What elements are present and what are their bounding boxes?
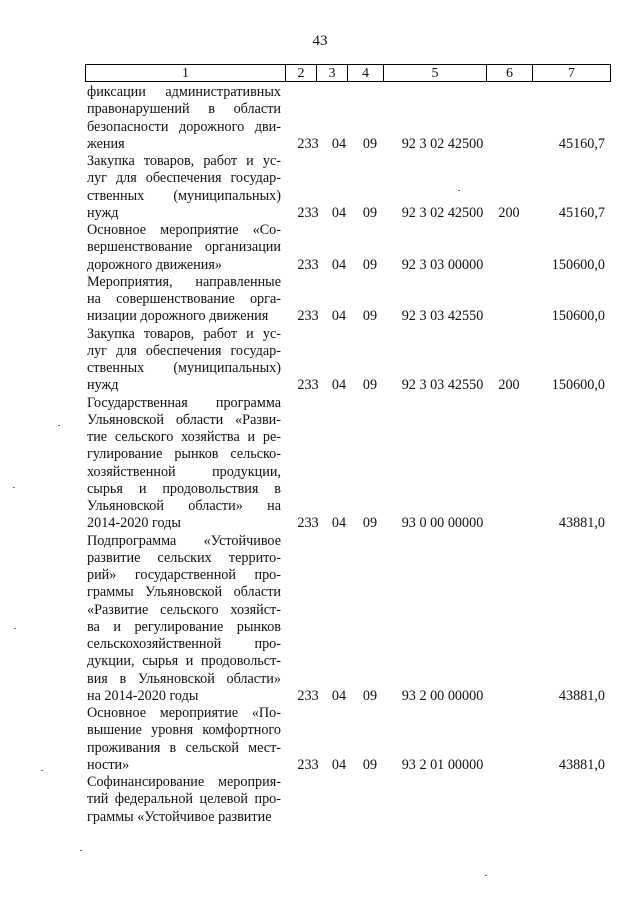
cell-col4: 09	[362, 515, 378, 532]
row-text-line: граммы «Устойчивое развитие	[87, 808, 272, 825]
cell-col2: 233	[297, 204, 319, 221]
cell-col3: 04	[331, 515, 347, 532]
scan-speck	[41, 770, 43, 771]
scan-speck	[485, 875, 487, 876]
cell-col3: 04	[331, 308, 347, 325]
cell-col3: 04	[331, 256, 347, 273]
cell-col7: 45160,7	[558, 135, 605, 152]
scan-speck	[80, 850, 82, 851]
page-number: 43	[312, 33, 328, 49]
row-text-line: ственных (муниципальных)	[87, 360, 281, 376]
row-text-line: Основное мероприятие «По-	[87, 705, 281, 721]
row-text-line: ности»	[87, 756, 130, 773]
cell-col2: 233	[297, 135, 319, 152]
cell-col3: 04	[331, 756, 347, 773]
row-text-line: на 2014-2020 годы	[87, 687, 199, 704]
cell-col5: 93 0 00 00000	[401, 515, 484, 532]
header-col-1: 1	[86, 65, 286, 81]
cell-col7: 150600,0	[551, 377, 605, 394]
cell-col5: 93 2 01 00000	[401, 756, 484, 773]
header-col-6: 6	[487, 65, 533, 81]
row-text-line: «Развитие сельского хозяйст-	[87, 601, 281, 618]
row-text-line: сельскохозяйственной про-	[87, 636, 281, 652]
scan-speck	[13, 487, 15, 488]
row-text-line: Мероприятия, направленные	[87, 273, 281, 290]
row-text-line: сырья и продовольствия в	[87, 480, 281, 497]
row-text-line: нужд	[87, 204, 119, 221]
header-col-4: 4	[348, 65, 384, 81]
row-text-line: жения	[87, 135, 125, 152]
header-col-7: 7	[568, 66, 575, 81]
row-text-line: луг для обеспечения государ-	[87, 170, 281, 187]
cell-col7: 150600,0	[551, 256, 605, 273]
row-text-line: проживания в сельской мест-	[87, 739, 281, 756]
scan-speck	[458, 190, 460, 191]
row-text-line: дукции, сырья и продовольст-	[87, 653, 281, 670]
row-text-line: вия в Ульяновской области»	[87, 670, 281, 687]
cell-col7: 43881,0	[558, 687, 605, 704]
row-text-line: Подпрограмма «Устойчивое	[87, 532, 281, 549]
cell-col7: 45160,7	[558, 204, 605, 221]
header-col-3: 3	[317, 65, 348, 81]
cell-col4: 09	[362, 756, 378, 773]
cell-col6: 200	[498, 377, 520, 394]
cell-col5: 92 3 03 42550	[401, 377, 484, 394]
row-text-line: 2014-2020 годы	[87, 515, 181, 532]
row-text-line: безопасности дорожного дви-	[87, 118, 281, 135]
cell-col2: 233	[297, 256, 319, 273]
row-text-line: рий» государственной про-	[87, 567, 281, 583]
scan-speck	[14, 628, 16, 629]
row-text-line: низации дорожного движения	[87, 308, 269, 325]
row-text-line: граммы Ульяновской области	[87, 584, 281, 601]
cell-col2: 233	[297, 308, 319, 325]
row-text-line: Государственная программа	[87, 394, 281, 411]
cell-col5: 92 3 03 42550	[401, 308, 484, 325]
row-text-line: ва и регулирование рынков	[87, 618, 281, 635]
row-text-line: Закупка товаров, работ и ус-	[87, 153, 281, 169]
cell-col3: 04	[331, 135, 347, 152]
row-text-line: дорожного движения»	[87, 256, 222, 273]
row-text-line: на совершенствование орга-	[87, 291, 281, 307]
cell-col3: 04	[331, 377, 347, 394]
cell-col7: 150600,0	[551, 308, 605, 325]
cell-col2: 233	[297, 756, 319, 773]
row-text-line: Софинансирование мероприя-	[87, 774, 281, 790]
row-text-line: вышение уровня комфортного	[87, 722, 281, 739]
cell-col2: 233	[297, 515, 319, 532]
header-col-5: 5	[384, 65, 487, 81]
row-text-line: хозяйственной продукции,	[87, 463, 281, 480]
cell-col7: 43881,0	[558, 756, 605, 773]
cell-col4: 09	[362, 204, 378, 221]
cell-col3: 04	[331, 687, 347, 704]
row-text-line: развитие сельских террито-	[87, 549, 281, 566]
cell-col7: 43881,0	[558, 515, 605, 532]
cell-col4: 09	[362, 308, 378, 325]
cell-col4: 09	[362, 256, 378, 273]
cell-col6: 200	[498, 204, 520, 221]
row-text-line: Основное мероприятие «Со-	[87, 222, 281, 238]
cell-col5: 92 3 02 42500	[401, 135, 484, 152]
table-header	[85, 64, 611, 82]
row-text-line: ственных (муниципальных)	[87, 187, 281, 204]
scan-speck	[58, 425, 60, 426]
row-text-line: гулирование рынков сельско-	[87, 446, 281, 463]
cell-col5: 92 3 03 00000	[401, 256, 484, 273]
header-col-2: 2	[286, 65, 317, 81]
cell-col3: 04	[331, 204, 347, 221]
cell-col5: 93 2 00 00000	[401, 687, 484, 704]
row-text-line: нужд	[87, 377, 119, 394]
row-text-line: Ульяновской области» на	[87, 498, 281, 514]
row-text-line: тий федеральной целевой про-	[87, 791, 281, 808]
row-text-line: правонарушений в области	[87, 101, 281, 118]
row-text-line: Закупка товаров, работ и ус-	[87, 325, 281, 342]
row-text-line: луг для обеспечения государ-	[87, 342, 281, 359]
row-text-line: фиксации административных	[87, 84, 281, 100]
row-text-line: вершенствование организации	[87, 239, 281, 256]
cell-col4: 09	[362, 135, 378, 152]
row-text-line: тие сельского хозяйства и ре-	[87, 429, 281, 445]
cell-col4: 09	[362, 377, 378, 394]
cell-col2: 233	[297, 377, 319, 394]
row-text-line: Ульяновской области «Разви-	[87, 411, 281, 428]
cell-col2: 233	[297, 687, 319, 704]
cell-col4: 09	[362, 687, 378, 704]
cell-col5: 92 3 02 42500	[401, 204, 484, 221]
